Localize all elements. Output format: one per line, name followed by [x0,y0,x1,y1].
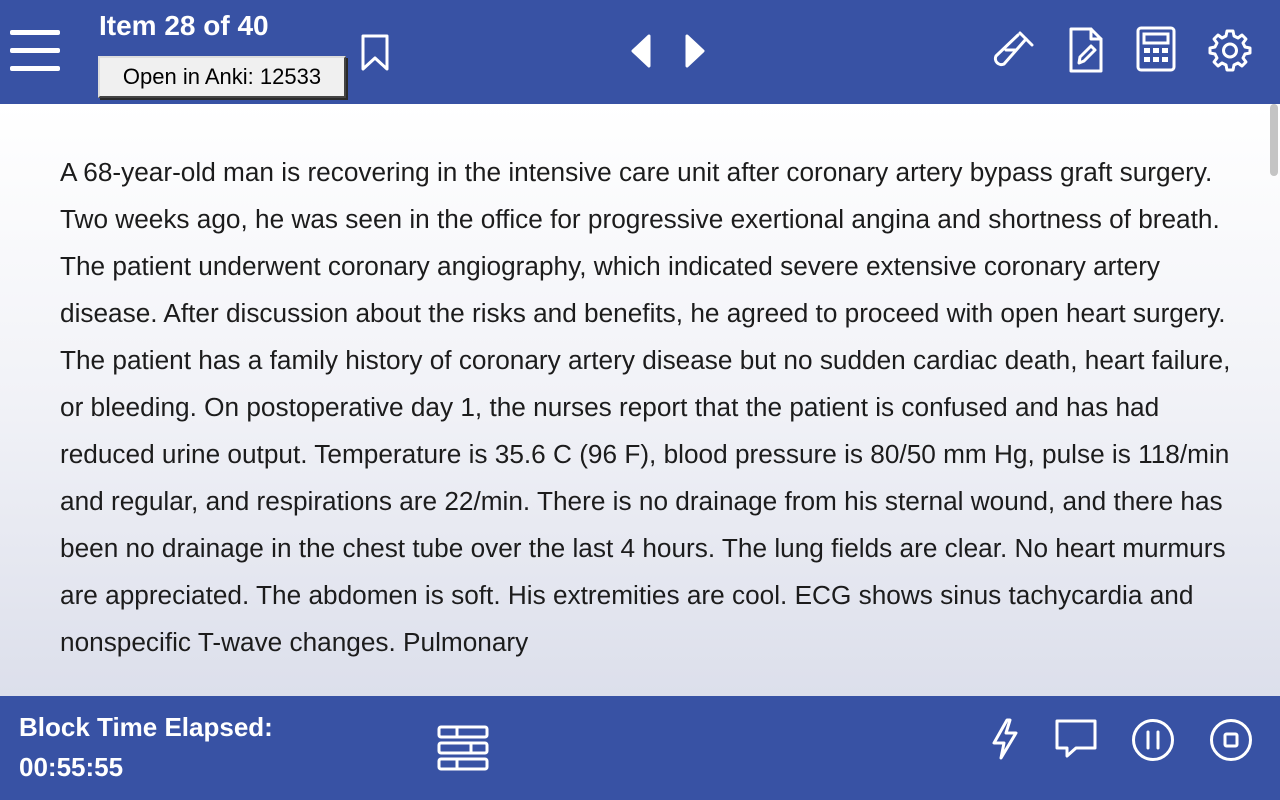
previous-arrow-icon[interactable] [629,33,653,69]
test-tube-icon[interactable] [992,28,1036,72]
item-counter: Item 28 of 40 [99,10,269,41]
question-stem: A 68-year-old man is recovering in the intensive care unit after coronary artery bypass graft surgery. Two weeks ago, he was seen in the office for progressive exertional angina and shortness of breath. The patient underwent coronary angiography, which indicated severe extensive coronary artery disease. After discussion about the risks and benefits, he agreed to proceed with open heart surgery. The patient has a family history of coronary artery disease but no sudden cardiac death, heart failure, or bleeding. On postoperative day 1, the nurses report that the patient is confused and has had reduced urine output. Temperature is 35.6 C (96 F), blood pressure is 80/50 mm Hg, pulse is 118/min and regular, and respirations are 22/min. There is no drainage from his sternal wound, and there has been no drainage in the chest tube over the last 4 hours. The lung fields are clear. No heart murmurs are appreciated. The abdomen is soft. His extremities are cool. ECG shows sinus tachycardia and nonspecific T-wave changes. Pulmonary [60,157,1231,657]
chat-bubble-icon[interactable] [1054,718,1098,760]
next-arrow-icon[interactable] [683,33,707,69]
calculator-icon[interactable] [1136,26,1176,72]
pause-icon[interactable] [1131,718,1175,762]
gear-icon[interactable] [1208,28,1252,72]
open-in-anki-button[interactable]: Open in Anki: 12533 [98,56,346,98]
note-pencil-icon[interactable] [1068,27,1104,73]
question-content [0,104,1280,696]
hamburger-menu-icon[interactable] [10,28,60,74]
block-time-value: 00:55:55 [19,752,124,782]
stop-icon[interactable] [1209,718,1253,762]
scrollbar-thumb[interactable] [1270,104,1278,176]
block-time-label: Block Time Elapsed: [19,712,273,742]
bookmark-icon[interactable] [360,34,390,72]
question-list-icon[interactable] [437,725,489,771]
lightning-icon[interactable] [990,717,1020,761]
